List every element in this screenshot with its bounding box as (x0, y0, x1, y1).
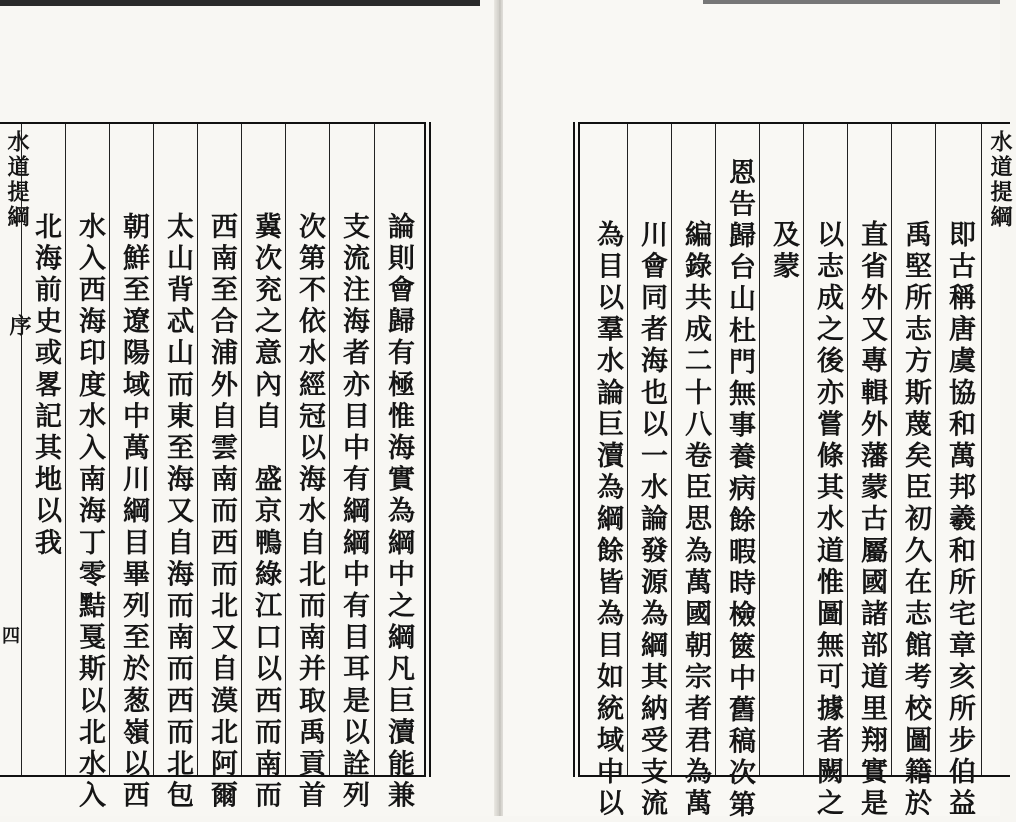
column-text: 即古稱唐虞協和萬邦羲和所宅章亥所步伯益 (944, 220, 975, 821)
column-text: 西南至合浦外自雲南而西而北又自漠北阿爾 (206, 212, 237, 813)
page-number: 四 (2, 626, 20, 647)
top-border-rule (703, 0, 1000, 4)
column-text: 編錄共成二十八卷臣思為萬國朝宗者君為萬 (680, 220, 711, 821)
column-text: 及蒙 (768, 220, 799, 284)
text-column (673, 124, 717, 821)
text-column (717, 124, 761, 822)
text-column (849, 124, 893, 821)
column-text: 禹堅所志方斯蔑矣臣初久在志館考校圖籍於 (900, 220, 931, 821)
column-text: 朝鮮至遼陽域中萬川綱目畢列至於葱嶺以西 (118, 212, 149, 813)
margin-book-title: 水道提綱 (987, 130, 1013, 230)
column-text: 次第不依水經冠以海水自北而南并取禹貢首 (294, 212, 325, 813)
text-column (67, 124, 111, 813)
column-text: 支流注海者亦目中有綱綱中有目耳是以詮列 (338, 212, 369, 813)
text-column (331, 124, 375, 813)
column-text: 水入西海印度水入南海丁零黠戛斯以北水入 (74, 212, 105, 813)
column-text: 太山背忒山而東至海又自海而南而西而北包 (162, 212, 193, 813)
text-column (376, 124, 420, 813)
margin-book-title: 水道提綱 (4, 130, 30, 230)
left-page-frame (0, 122, 426, 813)
text-column (243, 124, 287, 813)
column-rule (981, 124, 982, 775)
column-text: 川會同者海也以一水論發源為綱其納受支流 (636, 220, 667, 821)
column-text: 恩告歸台山杜門無事養病餘暇時檢篋中舊稿次第 (724, 158, 755, 822)
margin-section-label: 序 (6, 314, 32, 336)
column-text: 直省外又專輯外藩蒙古屬國諸部道里翔實是 (856, 220, 887, 821)
text-column (893, 124, 937, 821)
column-text: 以志成之後亦嘗條其水道惟圖無可據者闕之 (812, 220, 843, 821)
text-column (111, 124, 155, 813)
text-column (155, 124, 199, 813)
text-column (937, 124, 981, 821)
text-column (199, 124, 243, 813)
text-column (761, 124, 805, 775)
right-page-frame (578, 122, 1013, 822)
right-page (503, 0, 1013, 822)
text-column (585, 124, 629, 821)
column-text: 北海前史或畧記其地以我 (30, 212, 61, 560)
text-column (629, 124, 673, 821)
top-border-rule (0, 0, 480, 6)
text-column (287, 124, 331, 813)
column-text: 冀次兖之意內自 盛京鴨綠江口以西而南而 (250, 212, 281, 813)
left-page (0, 0, 497, 816)
column-text: 論則會歸有極惟海實為綱中之綱凡巨瀆能兼 (383, 212, 414, 813)
column-text: 為目以羣水論巨瀆為綱餘皆為目如統域中以 (592, 220, 623, 821)
text-column (805, 124, 849, 821)
